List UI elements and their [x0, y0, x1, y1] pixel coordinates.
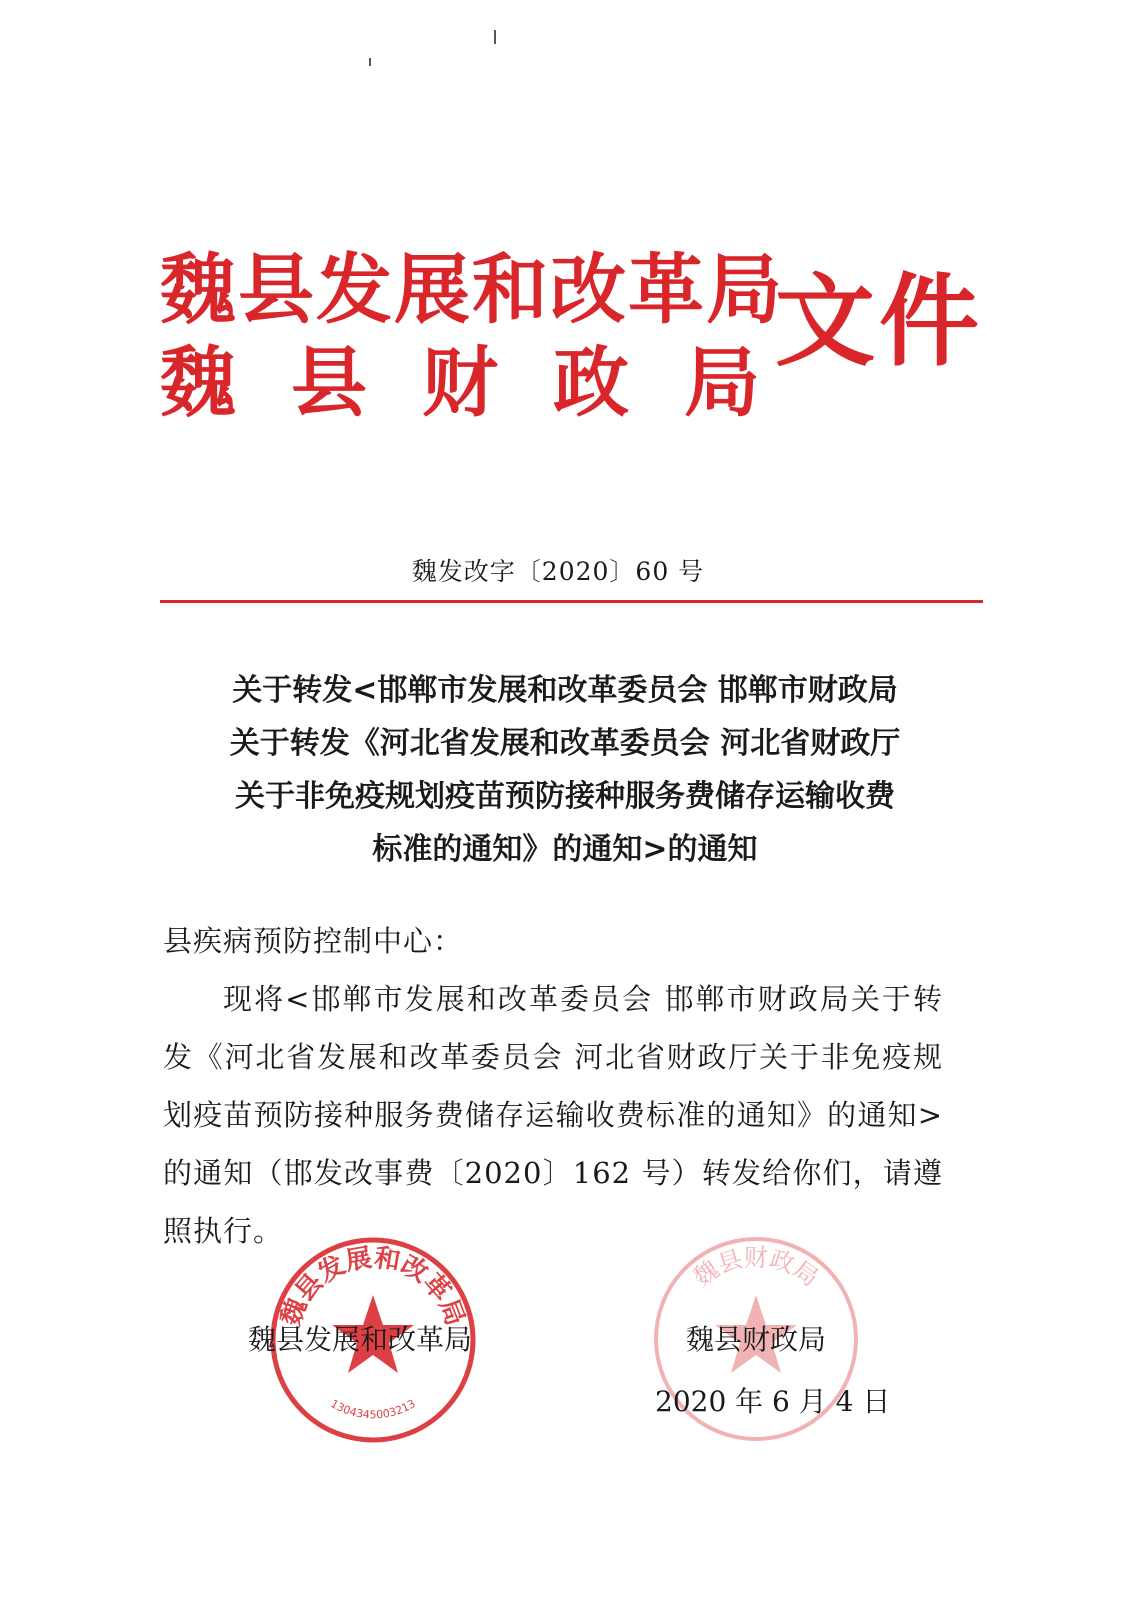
- signer-org-2: 魏县财政局: [686, 1323, 827, 1356]
- title-line-2: 关于转发《河北省发展和改革委员会 河北省财政厅: [229, 726, 901, 761]
- header-org-line-1: 魏县发展和改革局: [160, 245, 784, 334]
- title-line-3: 关于非免疫规划疫苗预防接种服务费储存运输收费: [235, 779, 895, 814]
- doc-number: 魏发改字〔2020〕60 号: [411, 557, 705, 586]
- seal-2-org-text: 魏县财政局: [688, 1243, 824, 1293]
- document-title: [150, 664, 980, 876]
- scan-mark: [494, 30, 496, 44]
- scan-mark: [369, 58, 371, 66]
- title-line-4: 标准的通知》的通知>的通知: [372, 832, 758, 867]
- addressee: 县疾病预防控制中心：: [163, 924, 464, 958]
- red-divider: [160, 600, 983, 603]
- seal-1-org-text: 魏县发展和改革局: [275, 1242, 471, 1330]
- issue-date: 2020 年 6 月 4 日: [655, 1385, 891, 1418]
- header-doc-type: 文件: [775, 263, 983, 380]
- header-org-line-2: 魏县财政局: [160, 338, 815, 427]
- seal-1-code: 1304345003213: [328, 1397, 418, 1422]
- title-line-1: 关于转发<邯郸市发展和改革委员会 邯郸市财政局: [232, 673, 898, 708]
- body-paragraph: 现将<邯郸市发展和改革委员会 邯郸市财政局关于转发《河北省发展和改革委员会 河北省财政厅关于非免疫规划疫苗预防接种服务费储存运输收费标准的通知》的通知>的通知（邯发改事费〔2020〕162 号）转发给你们，请遵照执行。: [163, 982, 943, 1248]
- signer-org-1: 魏县发展和改革局: [248, 1323, 473, 1356]
